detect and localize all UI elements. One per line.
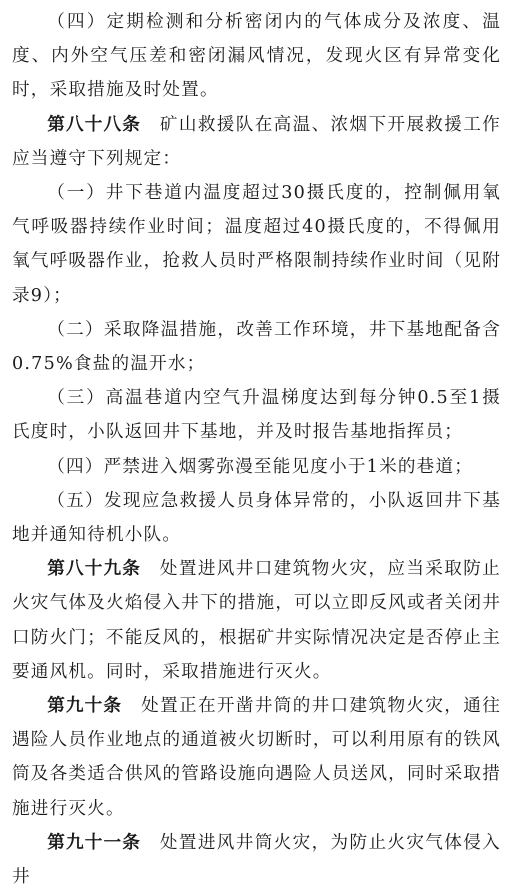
paragraph-text: 矿山救援队在高温、浓烟下开展救援工作应当遵守下列规定：: [12, 114, 501, 169]
paragraph: [12, 826, 501, 894]
paragraph: [12, 5, 501, 108]
paragraph-text: 处置进风井口建筑物火灾，应当采取防止火灾气体及火焰侵入井下的措施，可以立即反风或者关闭井口防火门；不能反风的，根据矿井实际情况决定是否停止主要通风机。同时，采取措施进行灭火。: [12, 559, 501, 682]
paragraph-text: （四）定期检测和分析密闭内的气体成分及浓度、温度、内外空气压差和密闭漏风情况，发现火区有异常变化时，采取措施及时处置。: [12, 12, 501, 101]
paragraph-text: 处置正在开凿井筒的井口建筑物火灾，通往遇险人员作业地点的通道被火切断时，可以利用原有的铁风筒及各类适合供风的管路设施向遇险人员送风，同时采取措施进行灭火。: [12, 696, 501, 819]
article-heading: 第八十九条: [47, 559, 141, 580]
paragraph: [12, 313, 501, 381]
paragraph-text: （二）采取降温措施，改善工作环境，井下基地配备含0.75%食盐的温开水；: [12, 319, 501, 375]
paragraph-text: （一）井下巷道内温度超过30摄氏度的，控制佩用氧气呼吸器持续作业时间；温度超过40摄氏度的，不得佩用氧气呼吸器作业，抢救人员时严格限制持续作业时间（见附录9）；: [12, 183, 501, 306]
paragraph-text: 处置进风井筒火灾，为防止火灾气体侵入井: [12, 832, 501, 888]
paragraph: [12, 108, 501, 176]
article-heading: 第九十一条: [47, 832, 141, 853]
paragraph: [12, 689, 501, 826]
paragraph: [12, 552, 501, 689]
article-heading: 第九十条: [47, 696, 123, 717]
paragraph-text: （三）高温巷道内空气升温梯度达到每分钟0.5至1摄氏度时，小队返回井下基地，并及时报告基地指挥员；: [12, 388, 501, 443]
paragraph: [12, 484, 501, 552]
article-heading: 第八十八条: [47, 114, 141, 135]
paragraph: [12, 450, 501, 484]
paragraph-text: （四）严禁进入烟雾弥漫至能见度小于1米的巷道；: [47, 456, 474, 477]
paragraph: [12, 381, 501, 449]
paragraph: [12, 176, 501, 313]
paragraph-text: （五）发现应急救援人员身体异常的，小队返回井下基地并通知待机小队。: [12, 490, 501, 546]
